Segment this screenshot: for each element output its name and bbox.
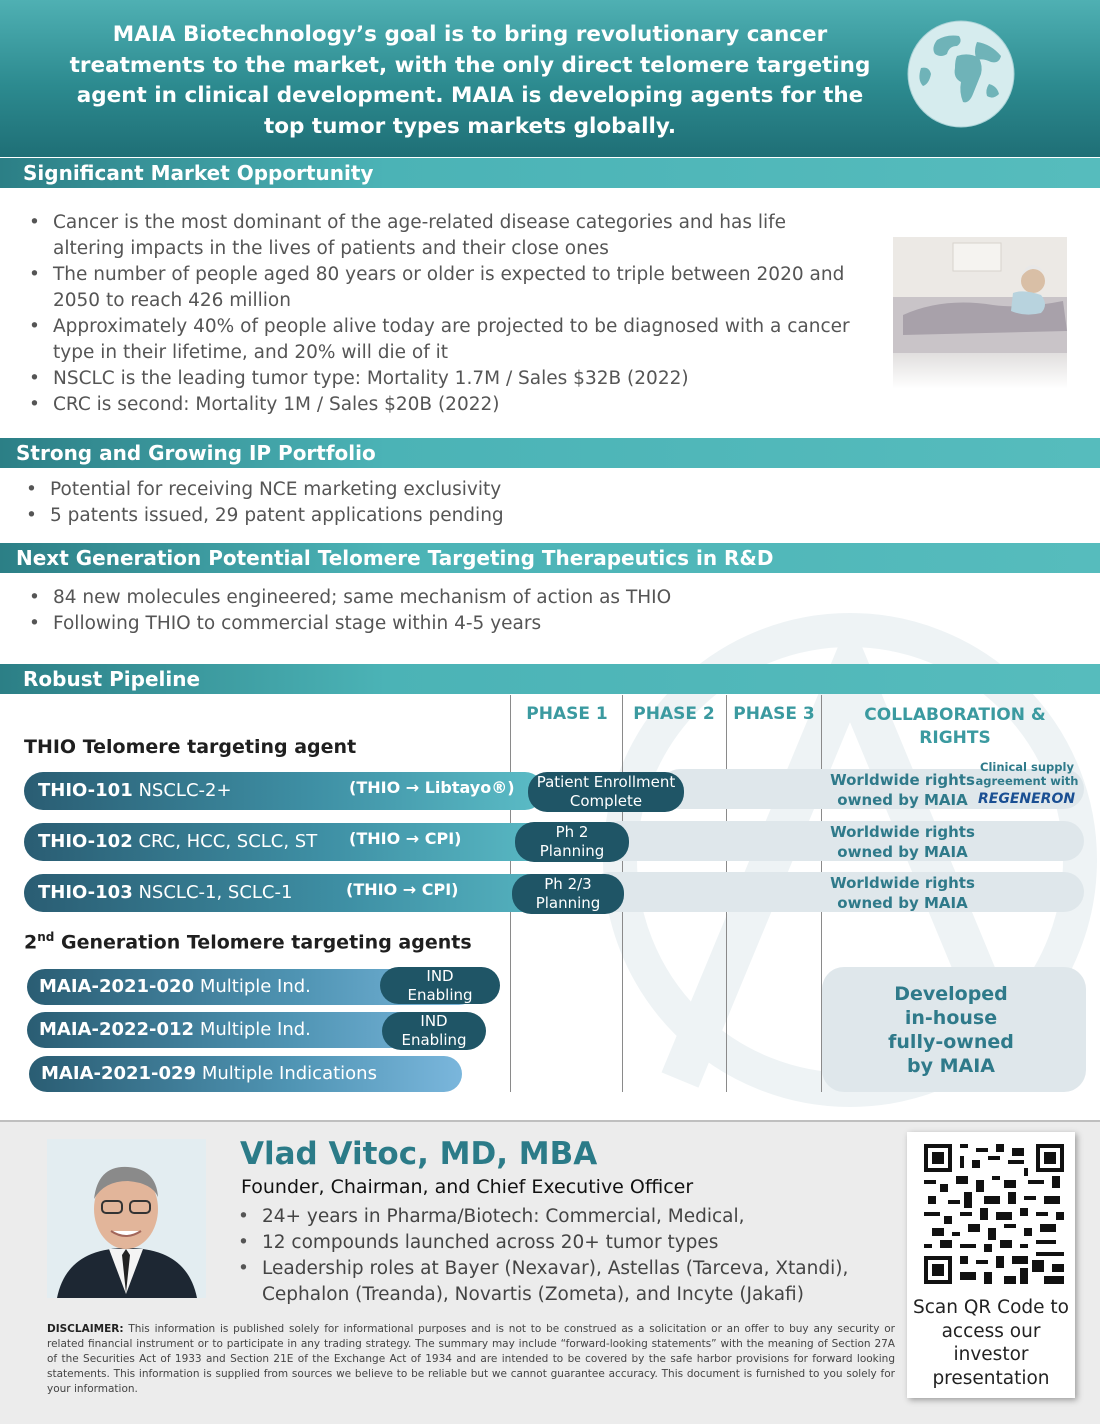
program-name: MAIA-2021-029 Multiple Indications — [41, 1063, 377, 1084]
list-item: • Cancer is the most dominant of the age-related disease categories and has life altering impacts in the lives of patients and their close ones — [25, 210, 885, 262]
header-line: agent in clinical development. MAIA is developing agents for the — [76, 83, 864, 108]
section-title: Strong and Growing IP Portfolio — [16, 441, 376, 465]
pipeline-bar-thio-102 — [24, 823, 564, 861]
collaboration-rights-header: COLLABORATION & RIGHTS — [864, 705, 1046, 748]
status-pill: IND Enabling — [380, 967, 500, 1004]
combination-label: (THIO → CPI) — [349, 829, 462, 848]
section-title: Significant Market Opportunity — [23, 161, 374, 185]
program-name: THIO-101 NSCLC-2+ — [38, 780, 232, 801]
program-name: THIO-103 NSCLC-1, SCLC-1 — [38, 882, 293, 903]
section-banner-market — [0, 158, 1100, 188]
list-item: • Approximately 40% of people alive today are projected to be diagnosed with a cancer type in their lifetime, and 20% will die of it — [25, 314, 885, 366]
rights-label: Worldwide rights owned by MAIA — [830, 823, 975, 861]
rights-label: Worldwide rights owned by MAIA — [830, 874, 975, 912]
ceo-name: Vlad Vitoc, MD, MBA — [240, 1136, 598, 1172]
header-mission-text — [40, 20, 900, 142]
status-pill: Ph 2/3 Planning — [512, 874, 624, 914]
list-item: • Potential for receiving NCE marketing exclusivity — [22, 477, 822, 503]
program-name: MAIA-2022-012 Multiple Ind. — [39, 1019, 311, 1040]
patient-bed-illustration — [893, 237, 1067, 353]
phase-1-header: PHASE 1 — [526, 704, 608, 724]
disclaimer-text: DISCLAIMER: This information is published solely for informational purposes and is not to be construed as a solicitation or an offer to buy any security or related financial instrument or to participate in any trading strategy. The summary may include “forward-looking statements” with the meaning of Section 27A of the Securities Act of 1933 and Section 21E of the Exchange Act of 1934 and are intended to be covered by the safe harbor provisions for forward looking statements. This information is supplied from sources we believe to be reliable but we cannot guarantee accuracy. This document is furnished to you solely for your information. — [47, 1323, 895, 1395]
header-line: treatments to the market, with the only direct telomere targeting — [69, 52, 871, 78]
header-line: MAIA Biotechnology’s goal is to bring revolutionary cancer — [112, 22, 828, 47]
list-item: • 12 compounds launched across 20+ tumor types — [234, 1230, 894, 1256]
status-pill: IND Enabling — [382, 1012, 486, 1050]
program-name: THIO-102 CRC, HCC, SCLC, ST — [38, 831, 318, 852]
section-title: Next Generation Potential Telomere Targeting Therapeutics in R&D — [16, 546, 774, 570]
list-item: • 24+ years in Pharma/Biotech: Commercial, Medical, — [234, 1204, 894, 1230]
qr-code-icon[interactable] — [924, 1144, 1064, 1284]
section-title: Robust Pipeline — [23, 667, 201, 691]
phase-3-header: PHASE 3 — [733, 704, 815, 724]
thio-section-heading: THIO Telomere targeting agent — [24, 736, 357, 758]
clinical-supply-label: Clinical supply agreement with — [975, 760, 1079, 788]
regeneron-logo: REGENERON — [978, 791, 1076, 807]
second-gen-heading: 2nd Generation Telomere targeting agents — [24, 930, 472, 954]
combination-label: (THIO → Libtayo®) — [349, 778, 515, 797]
inhouse-rights-label: Developed in-house fully-owned by MAIA — [888, 983, 1014, 1077]
status-pill: Ph 2 Planning — [515, 822, 629, 862]
status-pill: Patient Enrollment Complete — [528, 772, 684, 812]
photo-reflection — [893, 353, 1067, 389]
ip-bullet-list — [22, 477, 822, 529]
footer-divider — [0, 1120, 1100, 1122]
list-item: • Leadership roles at Bayer (Nexavar), Astellas (Tarceva, Xtandi), Cephalon (Treanda), Novartis (Zometa), and Incyte (Jakafi) — [234, 1256, 894, 1308]
ceo-bullet-list — [234, 1204, 894, 1308]
list-item: • 5 patents issued, 29 patent applications pending — [22, 503, 822, 529]
pipeline-bar-thio-101 — [24, 772, 544, 810]
list-item: • CRC is second: Mortality 1M / Sales $20B (2022) — [25, 392, 885, 418]
section-banner-ip — [0, 438, 1100, 468]
phase-2-header: PHASE 2 — [633, 704, 715, 724]
ceo-portrait — [47, 1139, 206, 1298]
rights-label: Worldwide rights owned by MAIA — [830, 771, 975, 809]
globe-icon — [907, 20, 1015, 128]
list-item: • Following THIO to commercial stage within 4-5 years — [25, 611, 825, 637]
section-banner-pipeline — [0, 664, 1100, 694]
ceo-title: Founder, Chairman, and Chief Executive Officer — [241, 1176, 694, 1198]
list-item: • 84 new molecules engineered; same mechanism of action as THIO — [25, 585, 825, 611]
list-item: • NSCLC is the leading tumor type: Mortality 1.7M / Sales $32B (2022) — [25, 366, 885, 392]
list-item: • The number of people aged 80 years or older is expected to triple between 2020 and 2050 to reach 426 million — [25, 262, 885, 314]
header-line: top tumor types markets globally. — [263, 113, 677, 139]
combination-label: (THIO → CPI) — [346, 880, 459, 899]
pipeline-bar-maia-2021-029 — [29, 1056, 462, 1092]
ceo-portrait-illustration — [47, 1139, 206, 1298]
market-bullet-list — [25, 210, 885, 418]
qr-caption: Scan QR Code to access our investor presentation — [913, 1297, 1069, 1389]
program-name: MAIA-2021-020 Multiple Ind. — [39, 976, 311, 997]
elderly-patient-photo — [893, 237, 1067, 353]
